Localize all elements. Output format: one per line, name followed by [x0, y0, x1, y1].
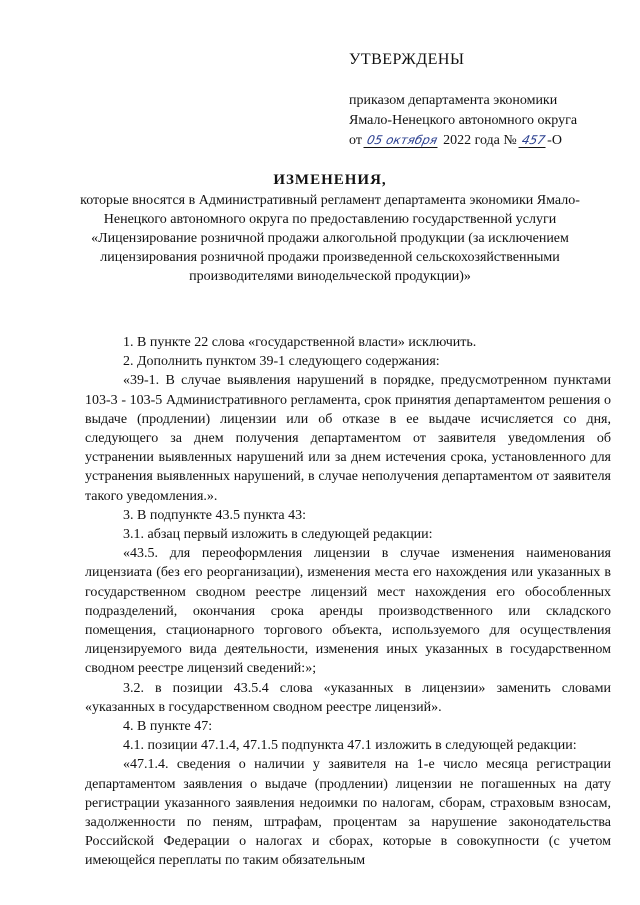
- paragraph: «47.1.4. сведения о наличии у заявителя на 1-е число месяца регистрации департаментом заявления о выдаче (продлении) лицензии не погашенных на дату регистрации указанного заявления недоимки по налогам, сборам, страховым взносам, задолженности по пеням, штрафам, процентам за нарушение законодательства Российской Федерации о налогах и сборах, которые в совокупности (с учетом имеющейся переплаты по таким обязательным: [85, 757, 611, 869]
- number-suffix: -О: [547, 133, 562, 148]
- document-subtitle: которые вносятся в Административный регламент департамента экономики Ямало-Ненецкого автономного округа по предоставлению государственной услуги «Лицензирование розничной продажи алкогольной продукции (за исключением лицензирования розничной продажи произведенной сельскохозяйственными производителями винодельческой продукции)»: [80, 193, 580, 284]
- paragraph: 1. В пункте 22 слова «государственной власти» исключить.: [123, 335, 477, 350]
- approval-date-line: [349, 131, 619, 151]
- document-body: [85, 333, 611, 871]
- handwritten-date: 05 октября: [364, 133, 441, 148]
- paragraph: «43.5. для переоформления лицензии в случае изменения наименования лицензиата (без его реорганизации), изменения места его нахождения или указанных в государственном сводном реестре лицензий мест нахождения его обособленных подразделений, окончания срока аренды производственного или складского помещения, стационарного торгового объекта, используемого для осуществления лицензируемого вида деятельности, изменения иных указанных в государственном сводном реестре лицензий сведений:»;: [85, 546, 611, 677]
- paragraph: 3.2. в позиции 43.5.4 слова «указанных в лицензии» заменить словами «указанных в государственном сводном реестре лицензий».: [85, 680, 611, 715]
- paragraph: 3.1. абзац первый изложить в следующей редакции:: [123, 527, 433, 543]
- year-text: 2022 года №: [443, 133, 517, 148]
- handwritten-number: 457: [519, 133, 549, 148]
- paragraph: 4.1. позиции 47.1.4, 47.1.5 подпункта 47.1 изложить в следующей редакции:: [123, 738, 577, 754]
- paragraph: 3. В подпункте 43.5 пункта 43:: [123, 507, 306, 523]
- approval-line-order: приказом департамента экономики: [349, 93, 558, 108]
- paragraph: «39-1. В случае выявления нарушений в порядке, предусмотренном пунктами 103-3 - 103-5 Административного регламента, срок принятия департаментом решения о выдаче (продлении) лицензии или об отказе в ее выдаче исчисляется со дня, следующего за днем получения департаментом от заявителя уведомления об устранении выявленных нарушений или за днем истечения срока, установленного для устранения выявленных нарушений, в случае неполучения департаментом от заявителя такого уведомления.».: [85, 373, 611, 504]
- document-title-block: [60, 171, 600, 286]
- paragraph: 4. В пункте 47:: [123, 719, 213, 735]
- approval-heading: УТВЕРЖДЕНЫ: [349, 51, 465, 68]
- approval-line-region: Ямало-Ненецкого автономного округа: [349, 113, 578, 128]
- date-prefix: от: [349, 133, 362, 148]
- document-title: ИЗМЕНЕНИЯ,: [273, 172, 387, 188]
- paragraph: 2. Дополнить пунктом 39-1 следующего содержания:: [123, 354, 440, 370]
- approval-block: [349, 50, 619, 151]
